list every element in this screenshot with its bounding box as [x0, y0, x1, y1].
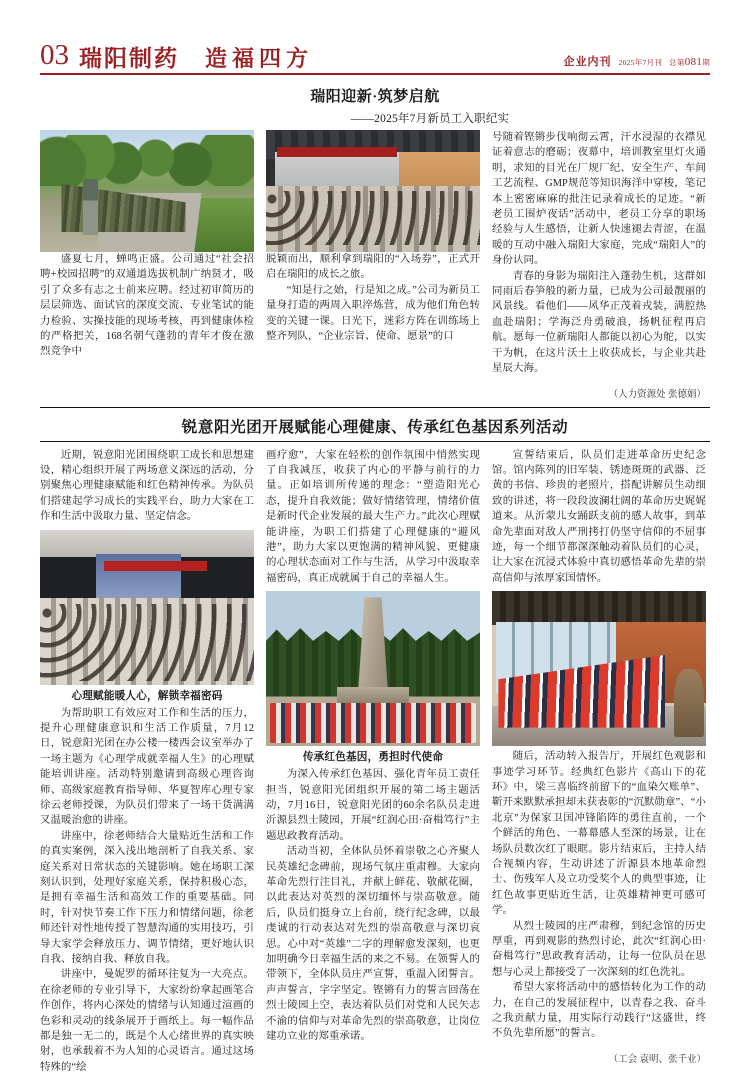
issue-number — [669, 56, 710, 68]
article2-caption-2: 传承红色基因，勇担时代使命 — [266, 749, 480, 764]
article2-column-3 — [492, 448, 706, 1075]
article1-c3-p2: 青春的身影为瑞阳注入蓬勃生机，这群如同雨后春笋般的新力量，已成为公司最靓丽的风景线。看他们——风华正茂着戎装，满腔热血赴瑞阳；学海泛舟勇破浪，扬帆征程再启航。愿每一位新瑞阳人都能以初心为舵，以实干为帆，在这片沃土上收获成长，与企业共赴星辰大海。 — [492, 269, 706, 377]
section-divider-bottom — [40, 441, 710, 442]
article1-title: 瑞阳迎新·筑梦启航 — [40, 85, 710, 106]
article2-c1-p4: 讲座中，曼妮罗的循环往复为一大亮点。在徐老师的专业引导下，大家纷纷拿起画笔合作创作，将内心深处的情绪与认知通过渲画的色彩和灵动的线条展开于画纸上。每一幅作品都是独一无二的，既是个人心绪世界的真实映射，也承载着不为人知的心灵语言。通过这场特殊的“绘 — [40, 967, 254, 1075]
article2-c3-p2: 随后，活动转入报告厅，开展红色观影和事迹学习环节。经典红色影片《高山下的花环》中，梁三喜临终前留下的“血染欠账单”、靳开来默默承担却未获表彰的“沉默勋章”、“小北京”为保家卫国冲锋陷阵的勇往直前，一个个鲜活的角色、一幕幕感人至深的场景，让在场队员数次红了眼眶。影片结束后，主持人结合视频内容，生动讲述了沂源县本地革命烈士、伤残军人及立功受奖个人的典型事迹，让红色故事更贴近生活，让英雄精神更可感可学。 — [492, 749, 706, 918]
article2-title: 锐意阳光团开展赋能心理健康、传承红色基因系列活动 — [40, 415, 710, 441]
issue-date: 2025年7月刊 — [619, 57, 663, 68]
article2-c2-p2: 为深入传承红色基因、强化青年员工责任担当，锐意阳光团组织开展的第二场主题活动，7月16日，锐意阳光团的60余名队员走进沂源县烈士陵园，开展“红润心田·奋楫笃行”主题思政教育活动。 — [266, 767, 480, 844]
brand-name: 瑞阳制药 — [79, 47, 179, 70]
article2-c3-p4: 希望大家将活动中的感悟转化为工作的动力，在自己的发展征程中，以青春之我、奋斗之我贡献力量，用实际行动践行“这盛世，终不负先辈所愿”的誓言。 — [492, 980, 706, 1042]
page-number: 03 — [40, 41, 69, 70]
photo-orientation-hall — [266, 130, 480, 252]
article1-subtitle: ——2025年7月新员工入职纪实 — [40, 110, 710, 126]
photo-military-training — [40, 130, 254, 252]
article2-c1-p2: 为帮助职工有效应对工作和生活的压力，提升心理健康意识和生活工作质量，7月12日，锐意阳光团在办公楼一楼西会议室举办了一场主题为《心理学成就幸福人生》的心理赋能培训讲座。活动特别邀请到高级心理咨询师、高级家庭教育指导师、华夏智库心理专家徐云老师授课，为队员们带来了一场干货满满又温暖治愈的讲座。 — [40, 706, 254, 829]
issue-no-value: 081 — [685, 56, 702, 68]
article2-column-1 — [40, 448, 254, 1075]
photo-history-museum — [492, 591, 706, 746]
article1-c2-p2: “知是行之始，行是知之成。”公司为新员工量身打造的两周入职淬炼营，成为他们角色转变的关键一课。日光下，迷彩方阵在训练场上整齐列队，“企业宗旨、使命、愿景”的口 — [266, 283, 480, 345]
article1-c2-p1: 脱颖而出，顺利拿到瑞阳的“入场券”，正式开启在瑞阳的成长之旅。 — [266, 252, 480, 283]
article1-column-1 — [40, 130, 254, 400]
article2-caption-1: 心理赋能暖人心，解锁幸福密码 — [40, 688, 254, 703]
masthead — [40, 0, 710, 70]
article1-column-3 — [492, 130, 706, 400]
article1-c3-p1: 号随着铿锵步伐响彻云霄，汗水浸湿的衣襟见证着意志的磨砺；夜幕中，培训教室里灯火通明，求知的目光在厂规厂纪、安全生产、车间工艺流程、GMP规范等知识海洋中穿梭，笔记本上密密麻麻的批注记录着成长的足迹。“新老员工围炉夜话”活动中，老员工分享的职场经验与人生感悟，让新人快速褪去青涩，在温暖的互动中融入瑞阳大家庭，完成“瑞阳人”的身份认同。 — [492, 130, 706, 269]
issue-info — [564, 53, 710, 70]
article1-c1-p1: 盛夏七月，蝉鸣正盛。公司通过“社会招聘+校园招聘”的双通道选拔机制广纳贤才，吸引了众多有志之士前来应聘。经过初审简历的层层筛选、面试官的深度交流、专业笔试的能力检验、实操技能的现场考核，再到健康体检的严格把关，168名朝气蓬勃的青年才俊在激烈竞争中 — [40, 252, 254, 360]
article2-c1-p3: 讲座中，徐老师结合大量贴近生活和工作的真实案例，深入浅出地剖析了自我关系、家庭关系对日常状态的关键影响。她在场职工深刻认识到，处理好家庭关系，保持积极心态，是拥有幸福生活和高效工作的重要基础。同时，针对快节奏工作下压力和情绪问题，徐老师还针对性地传授了智慧沟通的实用技巧，引导大家学会释放压力、调节情绪，更好地认识自我、接纳自我、释放自我。 — [40, 829, 254, 968]
article2-c3-p3: 从烈士陵园的庄严肃穆，到纪念馆的历史厚重，再到观影的热烈讨论，此次“红润心田·奋楫笃行”思政教育活动，让每一位队员在思想与心灵上都接受了一次深刻的红色洗礼。 — [492, 919, 706, 981]
photo-psych-lecture — [40, 530, 254, 685]
article1-body — [40, 130, 710, 400]
issue-no-prefix: 总第 — [669, 58, 685, 67]
photo-martyrs-cemetery — [266, 591, 480, 746]
article1-column-2 — [266, 130, 480, 400]
brand-slogan: 造福四方 — [205, 48, 313, 70]
article1-byline: （人力资源处 张德娟） — [492, 386, 706, 400]
article2-c3-p1: 宣誓结束后，队员们走进革命历史纪念馆。馆内陈列的旧军装、锈迹斑斑的武器、泛黄的书信、珍贵的老照片，搭配讲解员生动细致的讲述，将一段段波澜壮阔的革命历史娓娓道来。从沂蒙儿女踊跃支前的感人故事，到革命先辈面对敌人严刑拷打仍坚守信仰的不屈事迹，每一个细节都深深触动着队员们的心灵，让大家在沉浸式体验中真切感悟革命先辈的崇高信仰与浓厚家国情怀。 — [492, 448, 706, 587]
issue-no-suffix: 期 — [702, 58, 710, 67]
issue-label: 企业内刊 — [564, 53, 612, 69]
article2-c2-p1: 画疗愈”，大家在轻松的创作氛围中悄然实现了自我减压，收获了内心的平静与前行的力量。正如培训所传递的理念：“塑造阳光心态，提升自我效能；做好情绪管理，情绪价值是新时代企业发展的最大生产力。”此次心理赋能讲座，为职工们搭建了心理健康的“避风港”，助力大家以更饱满的精神风貌、更健康的心理状态面对工作与生活，从学习中汲取幸福密码，真正成就属于自己的幸福人生。 — [266, 448, 480, 587]
section-divider-top — [40, 407, 710, 408]
article2-c1-p1: 近期，锐意阳光团围绕职工成长和思想建设，精心组织开展了两场意义深远的活动，分别聚焦心理健康赋能和红色精神传承。为队员们搭建起学习成长的实践平台，助力大家在工作和生活中汲取力量、坚定信念。 — [40, 448, 254, 525]
article2-column-2 — [266, 448, 480, 1075]
article2-body — [40, 448, 710, 1075]
article2-byline: （工会 袁明、张千业） — [492, 1051, 706, 1065]
article2-c2-p3: 活动当初，全体队员怀着崇敬之心齐聚人民英雄纪念碑前，现场气氛庄重肃穆。大家向革命先烈行注目礼，并献上鲜花、敬献花圈，以此表达对英烈的深切缅怀与崇高敬意。随后，队员们挺身立上台前，绕行纪念碑，以最虔诚的行动表达对先烈的崇高敬意与深切哀思。心中对“英雄”二字的理解愈发深刻，也更加明确今日幸福生活的来之不易。在领誓人的带领下，全体队员庄严宣誓，重温入团誓言。声声誓言，字字坚定。铿锵有力的誓言回荡在烈士陵园上空，表达着队员们对党和人民矢志不渝的信仰与对革命先烈的崇高敬意，让岗位建功立业的郑重承诺。 — [266, 844, 480, 1044]
masthead-rule — [40, 73, 710, 75]
